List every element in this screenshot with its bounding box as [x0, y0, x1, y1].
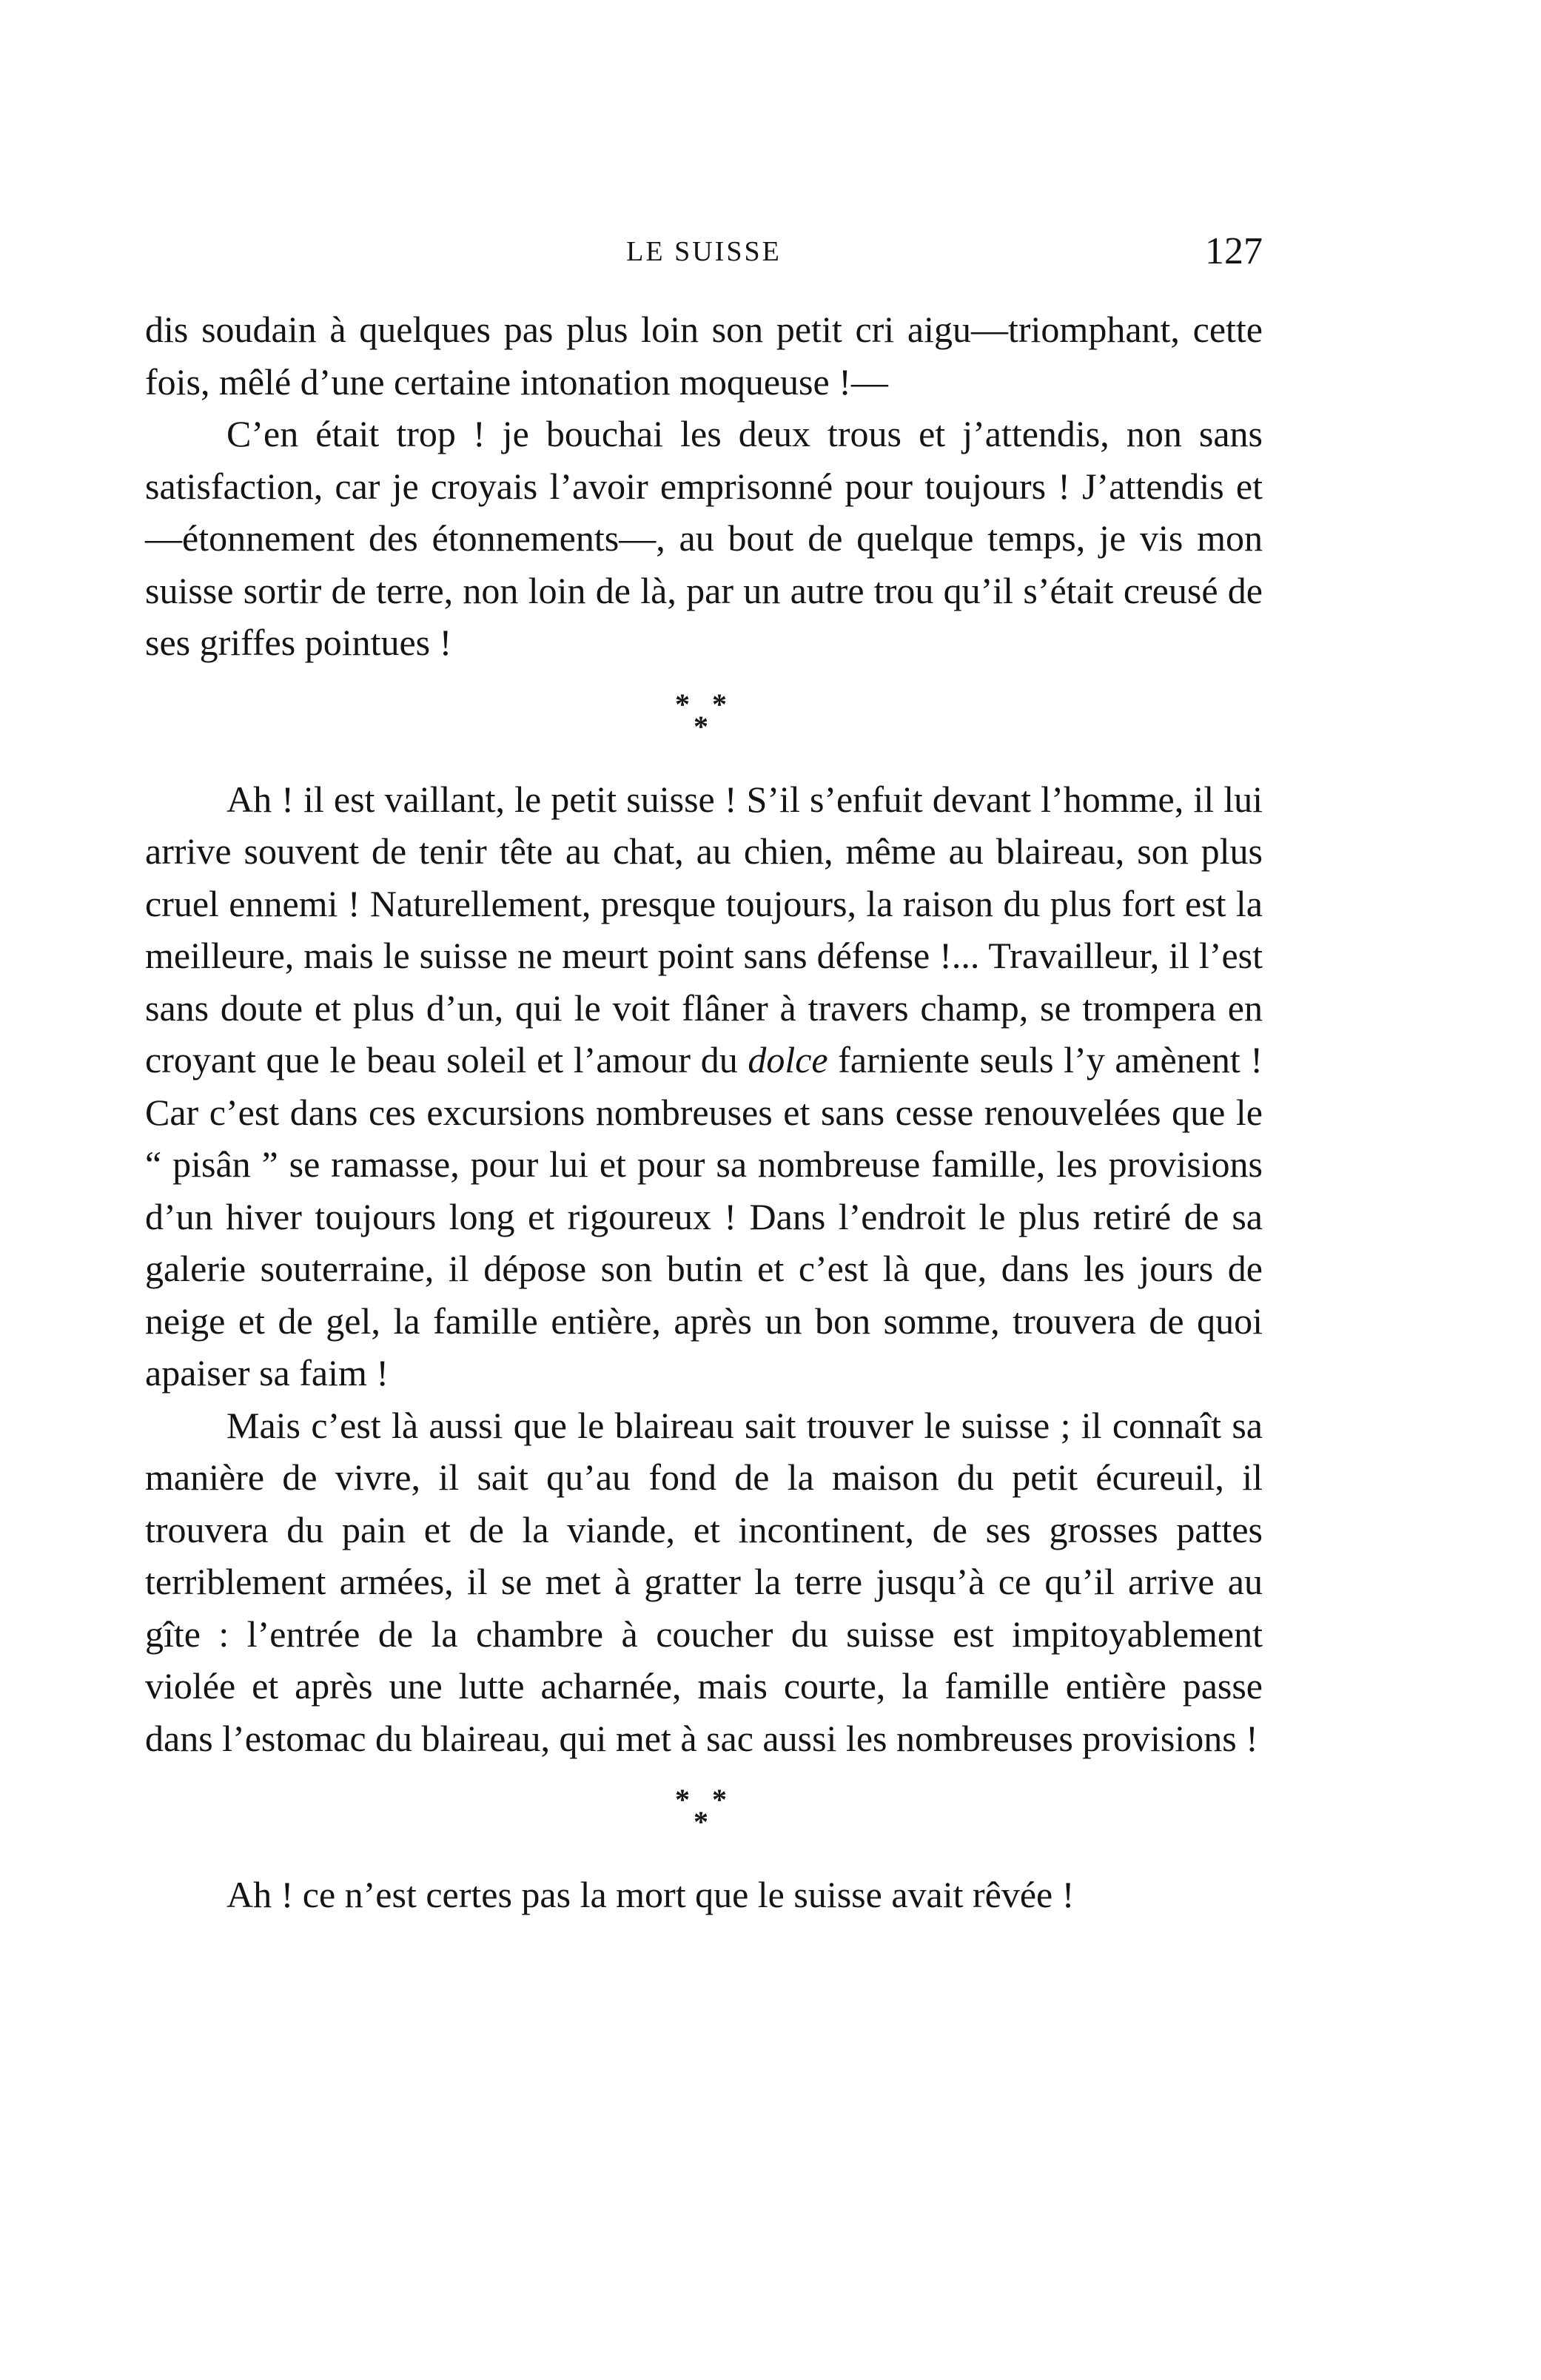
asterism-star: * [694, 1805, 708, 1838]
asterism-star: * [675, 1783, 690, 1816]
paragraph-text: farniente seuls l’y amènent ! Car c’est dans ces excursions nombreuses et sans cesse renouvelées que le “ pisân ” se ramasse, pour lui et pour sa nombreuse famille, les provisions d’un hiver toujours long et rigoureux ! Dans l’endroit le plus retiré de sa galerie souterraine, il dépose son butin et c’est là que, dans les jours de neige et de gel, la famille entière, après un bon somme, trouvera de quoi apaiser sa faim ! [145, 1039, 1263, 1394]
asterism-star: * [712, 1783, 727, 1816]
paragraph: Ah ! ce n’est certes pas la mort que le suisse avait rêvée ! [226, 1874, 1075, 1915]
running-head [145, 230, 1263, 280]
asterism-star: * [675, 687, 690, 721]
paragraph-text: Ah ! il est vaillant, le petit suisse ! S’il s’enfuit devant l’homme, il lui arrive souvent de tenir tête au chat, au chien, même au blaireau, son plus cruel ennemi ! Naturellement, presque toujours, la raison du plus fort est la meilleure, mais le suisse ne meurt point sans défense !... Travailleur, il l’est sans doute et plus d’un, qui le voit flâner à travers champ, se trompera en croyant que le beau soleil et l’amour du [145, 778, 1263, 1080]
paragraph: C’en était trop ! je bouchai les deux trous et j’attendis, non sans satisfaction, car je croyais l’avoir emprisonné pour toujours ! J’attendis et—étonnement des étonnements—, au bout de quelque temps, je vis mon suisse sortir de terre, non loin de là, par un autre trou qu’il s’était creusé de ses griffes pointues ! [145, 413, 1263, 663]
paragraph-continued: dis soudain à quelques pas plus loin son petit cri aigu—triomphant, cette fois, mêlé d’une certaine intonation moqueuse !— [145, 309, 1263, 403]
asterism-star: * [694, 709, 708, 743]
asterism-star: * [712, 687, 727, 721]
asterism-separator [145, 1764, 1263, 1869]
paragraph [145, 773, 1263, 1399]
paragraph: Mais c’est là aussi que le blaireau sait trouver le suisse ; il connaît sa manière de vivre, il sait qu’au fond de la maison du petit écureuil, il trouvera du pain et de la viande, et incontinent, de ses grosses pattes terriblement armées, il se met à gratter la terre jusqu’à ce qu’il arrive au gîte : l’entrée de la chambre à coucher du suisse est impitoyablement violée et après une lutte acharnée, mais courte, la famille entière passe dans l’estomac du blaireau, qui met à sac aussi les nombreuses provisions ! [145, 1404, 1263, 1759]
italic-phrase: dolce [748, 1039, 828, 1080]
asterism-separator [145, 669, 1263, 773]
body-text [145, 303, 1263, 1921]
running-title: LE SUISSE [626, 236, 782, 267]
page-number: 127 [1205, 230, 1263, 272]
